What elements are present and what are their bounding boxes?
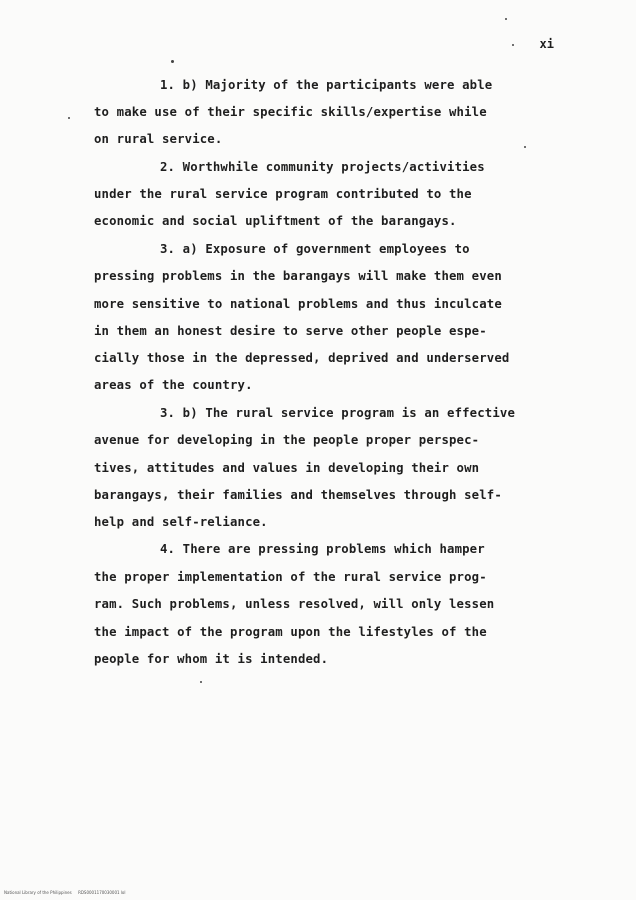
scan-speck xyxy=(524,146,526,148)
text-line: the proper implementation of the rural service prog- xyxy=(94,570,487,584)
text-line: economic and social upliftment of the barangays. xyxy=(94,214,457,228)
scan-speck xyxy=(512,44,514,46)
scan-speck xyxy=(200,681,202,683)
text-line: areas of the country. xyxy=(94,378,253,392)
text-line: to make use of their specific skills/expertise while xyxy=(94,105,487,119)
text-line: more sensitive to national problems and thus inculcate xyxy=(94,297,502,311)
scan-speck xyxy=(505,18,507,20)
text-line: on rural service. xyxy=(94,132,223,146)
scan-speck xyxy=(171,60,174,63)
text-line: tives, attitudes and values in developing their own xyxy=(94,461,480,475)
text-line: avenue for developing in the people proper perspec- xyxy=(94,433,480,447)
text-line: in them an honest desire to serve other people espe- xyxy=(94,324,487,338)
text-line: people for whom it is intended. xyxy=(94,652,329,666)
text-line: 1. b) Majority of the participants were able xyxy=(160,78,493,92)
footer-text: National Library of the Philippines RDS0001170030001 lol xyxy=(4,890,126,895)
text-line: pressing problems in the barangays will make them even xyxy=(94,269,502,283)
text-line: 2. Worthwhile community projects/activities xyxy=(160,160,485,174)
text-line: help and self-reliance. xyxy=(94,515,268,529)
scan-speck xyxy=(68,117,70,119)
text-line: 4. There are pressing problems which hamper xyxy=(160,542,485,556)
page-number: xi xyxy=(539,37,554,51)
text-line: ram. Such problems, unless resolved, will only lessen xyxy=(94,597,495,611)
text-line: under the rural service program contributed to the xyxy=(94,187,472,201)
text-line: cially those in the depressed, deprived and underserved xyxy=(94,351,510,365)
text-line: barangays, their families and themselves through self- xyxy=(94,488,502,502)
text-line: 3. b) The rural service program is an effective xyxy=(160,406,516,420)
text-line: 3. a) Exposure of government employees to xyxy=(160,242,470,256)
text-line: the impact of the program upon the lifestyles of the xyxy=(94,625,487,639)
